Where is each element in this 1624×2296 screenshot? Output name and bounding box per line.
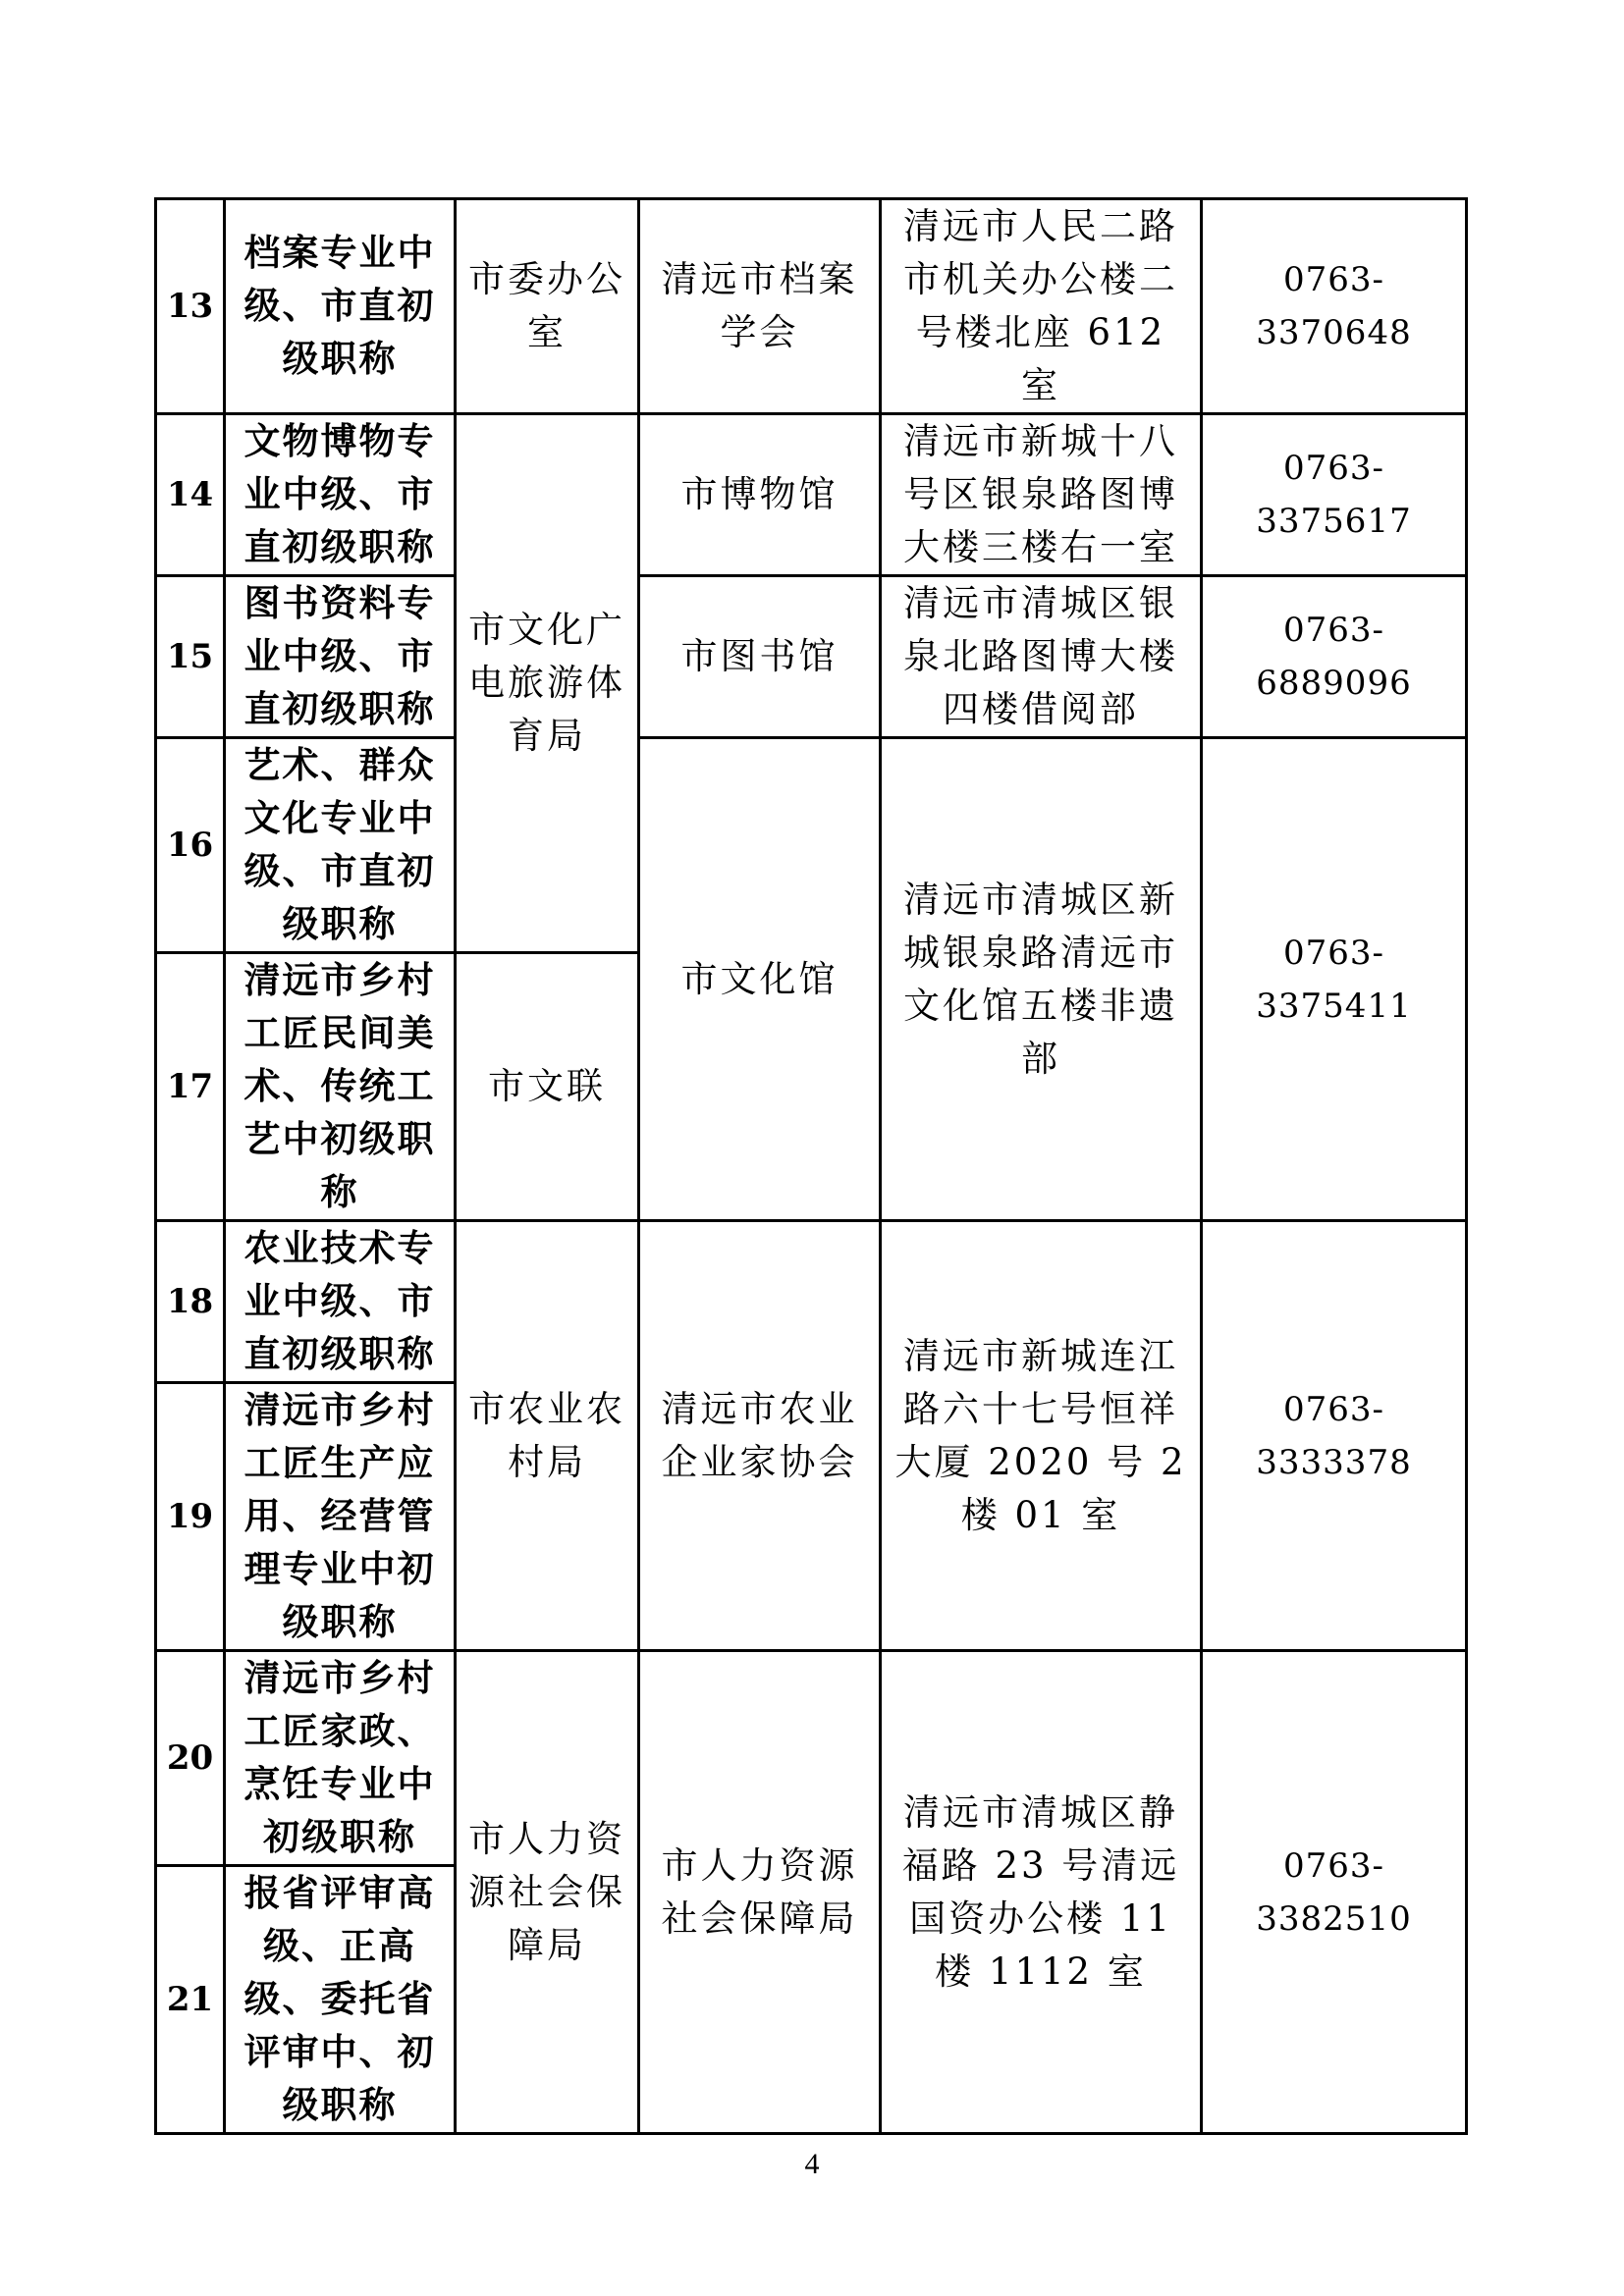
address: 清远市人民二路市机关办公楼二号楼北座 612 室 (881, 199, 1202, 414)
title-category: 农业技术专业中级、市直初级职称 (225, 1221, 456, 1383)
title-category: 报省评审高级、正高级、委托省评审中、初级职称 (225, 1866, 456, 2134)
department: 市人力资源社会保障局 (456, 1651, 639, 2134)
title-category: 清远市乡村工匠民间美术、传统工艺中初级职称 (225, 953, 456, 1221)
phone: 0763-3370648 (1202, 199, 1467, 414)
phone: 0763-6889096 (1202, 576, 1467, 738)
row-number: 16 (156, 738, 225, 953)
office: 清远市档案学会 (639, 199, 881, 414)
page-number: 4 (804, 2148, 820, 2180)
row-number: 14 (156, 414, 225, 576)
phone: 0763-3375617 (1202, 414, 1467, 576)
department: 市委办公室 (456, 199, 639, 414)
title-category: 清远市乡村工匠生产应用、经营管理专业中初级职称 (225, 1383, 456, 1651)
table-row (156, 199, 1467, 414)
phone: 0763-3333378 (1202, 1221, 1467, 1651)
row-number: 21 (156, 1866, 225, 2134)
phone: 0763-3375411 (1202, 738, 1467, 1221)
row-number: 19 (156, 1383, 225, 1651)
office: 市图书馆 (639, 576, 881, 738)
row-number: 20 (156, 1651, 225, 1866)
department: 市文化广电旅游体育局 (456, 414, 639, 953)
office: 市博物馆 (639, 414, 881, 576)
title-category: 图书资料专业中级、市直初级职称 (225, 576, 456, 738)
address: 清远市清城区静福路 23 号清远国资办公楼 11 楼 1112 室 (881, 1651, 1202, 2134)
phone: 0763-3382510 (1202, 1651, 1467, 2134)
contact-table (154, 197, 1468, 2135)
title-category: 艺术、群众文化专业中级、市直初级职称 (225, 738, 456, 953)
address: 清远市清城区新城银泉路清远市文化馆五楼非遗部 (881, 738, 1202, 1221)
office: 市文化馆 (639, 738, 881, 1221)
table-row (156, 576, 1467, 738)
title-category: 清远市乡村工匠家政、烹饪专业中初级职称 (225, 1651, 456, 1866)
table-row (156, 1651, 1467, 1866)
office: 市人力资源社会保障局 (639, 1651, 881, 2134)
title-category: 文物博物专业中级、市直初级职称 (225, 414, 456, 576)
address: 清远市新城十八号区银泉路图博大楼三楼右一室 (881, 414, 1202, 576)
table-row (156, 738, 1467, 953)
address: 清远市清城区银泉北路图博大楼四楼借阅部 (881, 576, 1202, 738)
department: 市文联 (456, 953, 639, 1221)
title-category: 档案专业中级、市直初级职称 (225, 199, 456, 414)
row-number: 17 (156, 953, 225, 1221)
table-row (156, 414, 1467, 576)
address: 清远市新城连江路六十七号恒祥大厦 2020 号 2 楼 01 室 (881, 1221, 1202, 1651)
row-number: 18 (156, 1221, 225, 1383)
table-row (156, 1221, 1467, 1383)
office: 清远市农业企业家协会 (639, 1221, 881, 1651)
row-number: 13 (156, 199, 225, 414)
department: 市农业农村局 (456, 1221, 639, 1651)
row-number: 15 (156, 576, 225, 738)
